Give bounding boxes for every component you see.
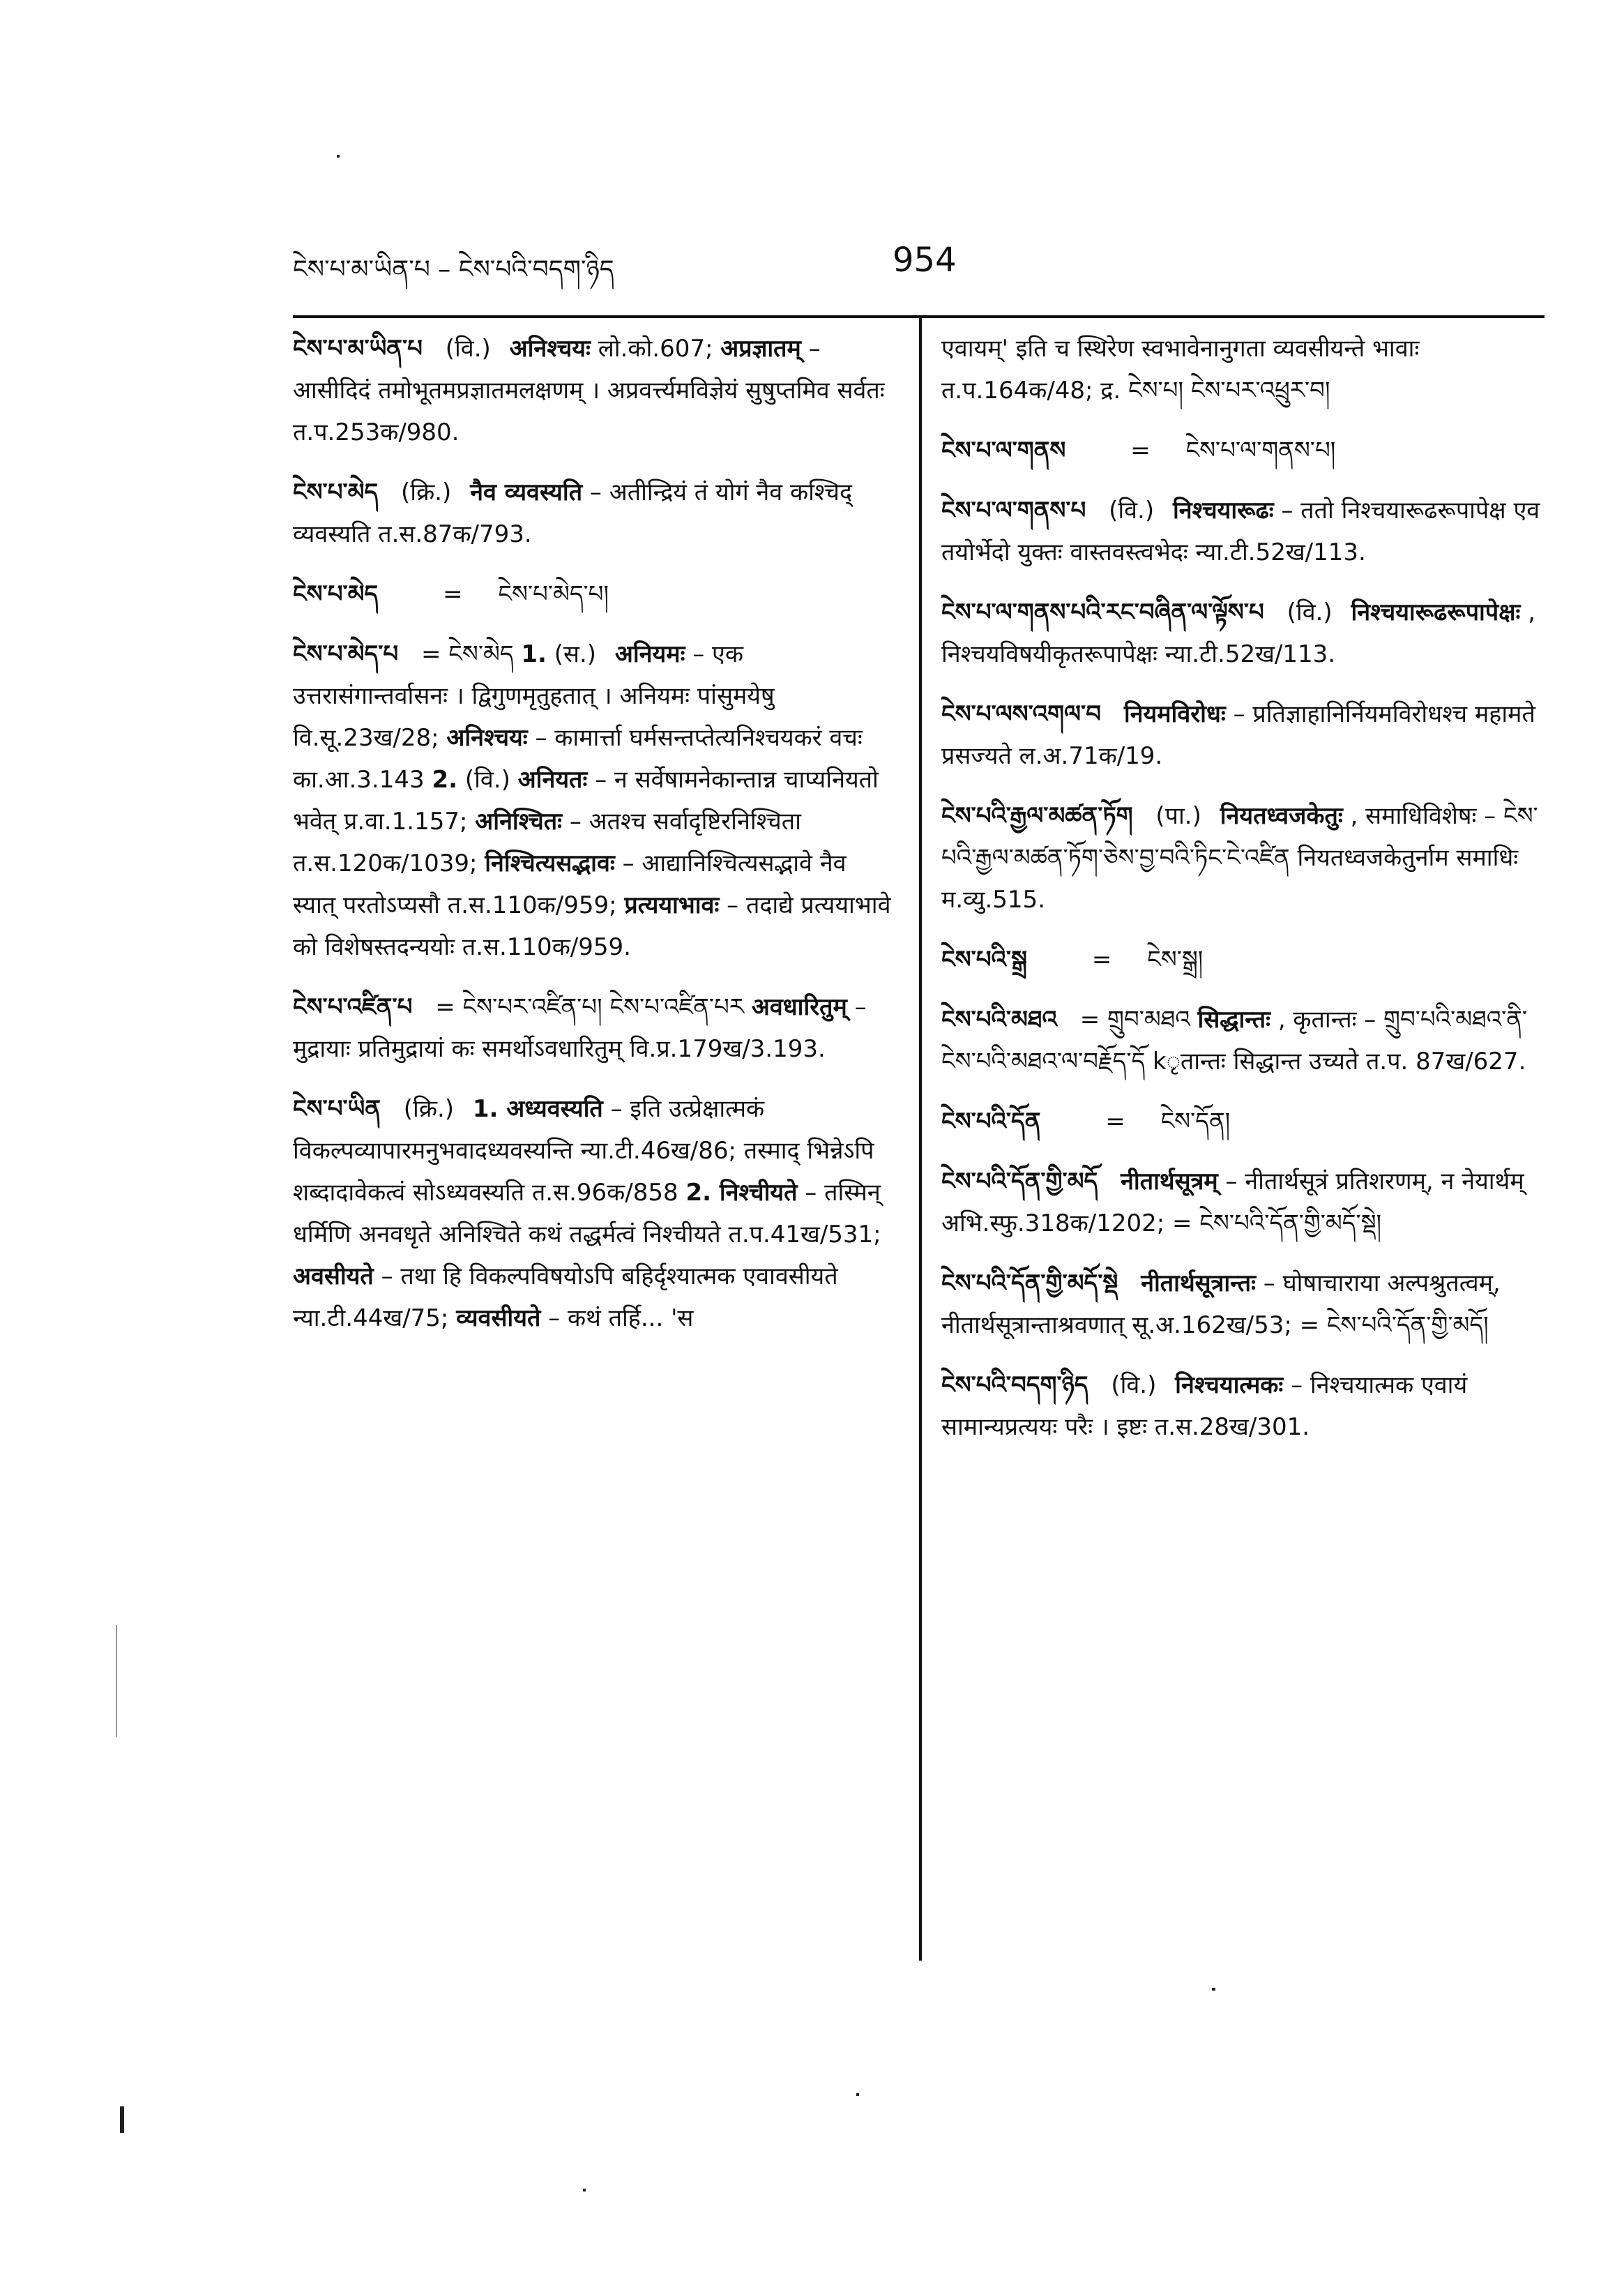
citation-text: – न सर्वेषामनेकान्तान्न चाप्यनियतो भवेत् प्र.वा.1.157; bbox=[293, 766, 879, 836]
sanskrit-equivalent: प्रत्ययाभावः bbox=[624, 891, 720, 919]
sanskrit-equivalent: नीतार्थसूत्रम् bbox=[1121, 1168, 1218, 1195]
sanskrit-equivalent: 2. निश्चीयते bbox=[685, 1179, 798, 1207]
citation-text: , कृतान्तः – གྲུབ་པའི་མཐའ་ནི་ངེས་པའི་མཐའ་ལ་བརྗོད་དོ kृतान्तः सिद्धान्त उच्यते त.प. 87ख/627. bbox=[941, 1006, 1528, 1076]
entry-headword: ངེས་པའི་སྒྲ bbox=[941, 946, 1028, 974]
scan-speck bbox=[337, 155, 340, 158]
sanskrit-equivalent: अवधारितुम् bbox=[751, 993, 847, 1021]
dictionary-entry bbox=[293, 328, 896, 453]
cross-reference: ངེས་དོན། bbox=[1160, 1108, 1231, 1135]
citation-text: – इति उत्प्रेक्षात्मकं विकल्पव्यापारमनुभवादध्यवस्यन्ति न्या.टी.46ख/86; तस्माद् भिन्नेऽपि शब्दादावेकत्वं सोऽध्यवस्यति त.स.96क/858 bbox=[293, 1095, 874, 1207]
part-of-speech: (वि.) bbox=[1111, 1371, 1157, 1399]
synonym-reference: = ངེས་མེད bbox=[420, 640, 514, 668]
part-of-speech: (वि.) bbox=[1287, 598, 1333, 626]
scan-speck bbox=[856, 2093, 859, 2096]
part-of-speech: (वि.) bbox=[464, 766, 510, 794]
entry-headword: ངེས་པ་ལ་གནས bbox=[941, 437, 1066, 465]
entry-headword: ངེས་པ་ལ་གནས་པའི་རང་བཞིན་ལ་ལྟོས་པ bbox=[941, 598, 1264, 626]
entry-headword: ངེས་པའི་རྒྱལ་མཚན་ཏོག bbox=[941, 802, 1133, 830]
part-of-speech: (क्रि.) bbox=[403, 1095, 455, 1123]
part-of-speech: (वि.) bbox=[1109, 497, 1155, 525]
entry-headword: ངེས་པའི་དོན bbox=[941, 1108, 1041, 1135]
equals-sign: = bbox=[443, 580, 463, 608]
equals-sign: = bbox=[1105, 1108, 1125, 1135]
citation-text: – तदाद्ये प्रत्ययाभावे को विशेषस्तदन्ययोः त.स.110क/959. bbox=[293, 891, 891, 961]
part-of-speech: (स.) bbox=[554, 640, 597, 668]
entry-headword: ངེས་པ་མེད bbox=[293, 478, 379, 506]
sanskrit-equivalent: निश्चयारूढः bbox=[1172, 497, 1274, 525]
citation-text: – आद्यानिश्चित्यसद्भावे नैव स्यात् परतोऽप्यसौ त.स.110क/959; bbox=[293, 850, 847, 919]
citation-text: – अतश्च सर्वादृष्टिरनिश्चिता त.स.120क/1039; bbox=[293, 808, 801, 877]
sanskrit-equivalent: अनिश्चितः bbox=[475, 808, 563, 836]
citation-text: – अतीन्द्रियं तं योगं नैव कश्चिद् व्यवस्यति त.स.87क/793. bbox=[293, 478, 853, 548]
entry-headword: ངེས་པ་འཛིན་པ bbox=[293, 993, 413, 1021]
entry-headword: ངེས་པ་ལས་འགལ་བ bbox=[941, 700, 1101, 728]
dictionary-entry bbox=[941, 1161, 1541, 1244]
entry-headword: ངེས་པའི་མཐའ bbox=[941, 1006, 1057, 1034]
dictionary-entry bbox=[941, 1262, 1541, 1346]
dictionary-entry bbox=[941, 1101, 1541, 1142]
dictionary-entry bbox=[941, 328, 1541, 412]
citation-text: एवायम्' इति च स्थिरेण स्वभावेनानुगता व्यवसीयन्ते भावाः त.प.164क/48; द्र. ངེས་པ། ངེས་པར་འཕྲུར་བ། bbox=[941, 335, 1420, 405]
sanskrit-equivalent: निश्चयात्मकः bbox=[1175, 1371, 1284, 1399]
citation-text: – घोषाचाराया अल्पश्रुतत्वम्, नीतार्थसूत्रान्ताश्रवणात् सू.अ.162ख/53; = ངེས་པའི་དོན་གྱི་མདོ། bbox=[941, 1269, 1501, 1339]
part-of-speech: (क्रि.) bbox=[401, 478, 452, 506]
sanskrit-equivalent: अनियतः bbox=[517, 766, 588, 794]
citation-text: – कामार्त्ता घर्मसन्तप्तेत्यनिश्चयकरं वचः का.आ.3.143 bbox=[293, 724, 863, 794]
entry-headword: ངེས་པ་ཡིན bbox=[293, 1095, 381, 1123]
page-number: 954 bbox=[893, 241, 957, 280]
citation-text: – प्रतिज्ञाहानिर्नियमविरोधश्च महामते प्रसज्यते ल.अ.71क/19. bbox=[941, 700, 1535, 770]
sanskrit-equivalent: अनिश्चयः bbox=[509, 335, 591, 363]
scan-edge-mark bbox=[120, 2106, 124, 2133]
sanskrit-equivalent: नीतार्थसूत्रान्तः bbox=[1141, 1269, 1256, 1297]
citation-text: – कथं तर्हि... 'स bbox=[548, 1304, 694, 1332]
citation-text: – तथा हि विकल्पविषयोऽपि बहिर्दृश्यात्मक एवावसीयते न्या.टी.44ख/75; bbox=[293, 1262, 838, 1332]
dictionary-entry bbox=[941, 693, 1541, 777]
entry-headword: ངེས་པའི་དོན་གྱི་མདོ་སྡེ bbox=[941, 1269, 1118, 1297]
citation-text: , निश्चयविषयीकृतरूपापेक्षः न्या.टी.52ख/113. bbox=[941, 598, 1536, 668]
dictionary-entry bbox=[293, 986, 896, 1070]
entry-headword: ངེས་པ་མ་ཡིན་པ bbox=[293, 335, 423, 363]
sanskrit-equivalent: अवसीयते bbox=[293, 1262, 374, 1290]
dictionary-entry bbox=[293, 471, 896, 555]
citation-text: – ततो निश्चयारूढरूपापेक्ष एव तयोर्भेदो युक्तः वास्तवस्त्वभेदः न्या.टी.52ख/113. bbox=[941, 497, 1540, 566]
synonym-reference: = ངེས་པར་འཛིན་པ། ངེས་པ་འཛིན་པར bbox=[435, 993, 745, 1021]
cross-reference: ངེས་པ་མེད་པ། bbox=[498, 580, 609, 608]
column-divider bbox=[919, 318, 922, 1961]
citation-text: – एक उत्तरासंगान्तर्वासनः । द्विगुणमृतुहतात् । अनियमः पांसुमयेषु वि.सू.23ख/28; bbox=[293, 640, 775, 752]
cross-reference: ངེས་སྒྲ། bbox=[1147, 946, 1204, 974]
dictionary-entry bbox=[941, 939, 1541, 981]
dictionary-entry bbox=[941, 430, 1541, 471]
citation-text: – निश्चयात्मक एवायं सामान्यप्रत्ययः परैः । इष्टः त.स.28ख/301. bbox=[941, 1371, 1468, 1441]
sanskrit-equivalent: सिद्धान्तः bbox=[1197, 1006, 1270, 1034]
part-of-speech: (वि.) bbox=[445, 335, 491, 363]
entry-headword: ངེས་པའི་བདག་ཉིད bbox=[941, 1371, 1088, 1399]
equals-sign: = bbox=[1091, 946, 1112, 974]
sanskrit-equivalent: नैव व्यवस्यति bbox=[470, 478, 583, 506]
scan-edge-mark bbox=[116, 1625, 117, 1737]
synonym-reference: = གྲུབ་མཐའ bbox=[1079, 1006, 1190, 1034]
sanskrit-equivalent: अप्रज्ञातम् bbox=[720, 335, 801, 363]
entry-headword: ངེས་པ་ལ་གནས་པ bbox=[941, 497, 1086, 525]
citation-text: लो.को.607; bbox=[598, 335, 713, 363]
left-column bbox=[293, 328, 896, 1357]
sanskrit-equivalent: नियमविरोधः bbox=[1123, 700, 1226, 728]
sanskrit-equivalent: 1. अध्यवस्यति bbox=[472, 1095, 603, 1123]
right-column bbox=[941, 328, 1541, 1466]
running-head: ངེས་པ་མ་ཡིན་པ – ངེས་པའི་བདག་ཉིད bbox=[293, 255, 614, 284]
citation-text: – मुद्रायाः प्रतिमुद्रायां कः समर्थोऽवधारितुम् वि.प्र.179ख/3.193. bbox=[293, 993, 867, 1063]
entry-headword: ངེས་པ་མེད་པ bbox=[293, 640, 399, 668]
dictionary-entry bbox=[941, 795, 1541, 921]
sanskrit-equivalent: अनियमः bbox=[614, 640, 685, 668]
citation-text: , समाधिविशेषः – ངེས་པའི་རྒྱལ་མཚན་ཏོག་ཅེས་བྱ་བའི་ཏིང་ངེ་འཛིན नियतध्वजकेतुर्नाम समाधिः म.व्यु.515. bbox=[941, 802, 1538, 914]
entry-headword: ངེས་པའི་དོན་གྱི་མདོ bbox=[941, 1168, 1098, 1195]
dictionary-entry bbox=[941, 490, 1541, 573]
dictionary-entry bbox=[941, 1364, 1541, 1448]
citation-text: – नीतार्थसूत्रं प्रतिशरणम्, न नेयार्थम् अभि.स्फु.318क/1202; = ངེས་པའི་དོན་གྱི་མདོ་སྡེ། bbox=[941, 1168, 1524, 1237]
running-header bbox=[293, 241, 1548, 289]
citation-text: – तस्मिन् धर्मिणि अनवधृते अनिश्चिते कथं तद्धर्मत्वं निश्चीयते त.प.41ख/531; bbox=[293, 1179, 881, 1248]
part-of-speech: (पा.) bbox=[1155, 802, 1201, 830]
sense-number: 2. bbox=[432, 766, 458, 794]
entry-headword: ངེས་པ་མེད bbox=[293, 580, 379, 608]
sense-number: 1. bbox=[521, 640, 547, 668]
cross-reference: ངེས་པ་ལ་གནས་པ། bbox=[1185, 437, 1336, 465]
sanskrit-equivalent: व्यवसीयते bbox=[456, 1304, 541, 1332]
sanskrit-equivalent: निश्चित्यसद्भावः bbox=[485, 850, 615, 877]
equals-sign: = bbox=[1130, 437, 1151, 465]
dictionary-entry bbox=[941, 999, 1541, 1082]
dictionary-entry bbox=[293, 573, 896, 615]
scan-speck bbox=[1212, 1988, 1215, 1991]
sanskrit-equivalent: निश्चयारूढरूपापेक्षः bbox=[1351, 598, 1521, 626]
dictionary-entry bbox=[293, 633, 896, 968]
dictionary-entry bbox=[293, 1088, 896, 1339]
citation-text: – आसीदिदं तमोभूतमप्रज्ञातमलक्षणम् । अप्रवर्त्त्यमविज्ञेयं सुषुप्तमिव सर्वतः त.प.253क/980. bbox=[293, 335, 885, 446]
dictionary-entry bbox=[941, 591, 1541, 675]
sanskrit-equivalent: अनिश्चयः bbox=[446, 724, 528, 752]
scan-speck bbox=[583, 2189, 586, 2191]
sanskrit-equivalent: नियतध्वजकेतुः bbox=[1220, 802, 1343, 830]
